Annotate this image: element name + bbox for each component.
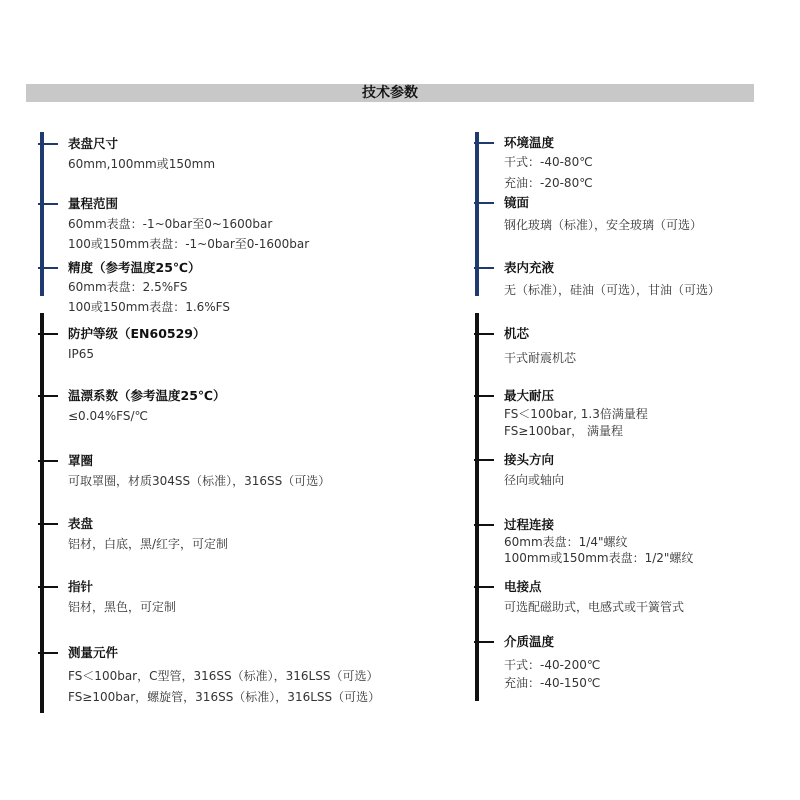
spec-heading: 介质温度 (504, 634, 555, 649)
tick-mark (38, 143, 58, 145)
spec-heading: 温漂系数（参考温度25℃） (68, 388, 226, 403)
spec-value: 60mm表盘：1/4"螺纹 (504, 535, 628, 549)
spec-value: ≤0.04%FS/℃ (68, 409, 149, 423)
tick-mark (38, 586, 58, 588)
spec-heading: 接头方向 (504, 452, 555, 467)
spec-item (68, 325, 206, 364)
spec-item (504, 134, 593, 194)
spec-item (68, 135, 215, 174)
tick-mark (38, 267, 58, 269)
spec-item (68, 387, 226, 426)
tick-mark (474, 395, 494, 397)
tick-mark (474, 202, 494, 204)
spec-value: 充油：-20-80℃ (504, 176, 593, 190)
spec-heading: 精度（参考温度25℃） (68, 260, 201, 275)
spec-item (504, 633, 600, 692)
spec-value: FS≥100bar， 满量程 (504, 424, 623, 438)
section-title: 技术参数 (362, 85, 418, 101)
spec-heading: 测量元件 (68, 645, 119, 660)
spec-item (68, 578, 176, 617)
spec-value: 100或150mm表盘：-1~0bar至0-1600bar (68, 237, 310, 251)
spec-heading: 表盘 (68, 516, 94, 531)
divider-line (40, 132, 44, 296)
spec-value: 60mm表盘：-1~0bar至0~1600bar (68, 217, 273, 231)
spec-item (504, 578, 684, 617)
spec-value: 钢化玻璃（标准），安全玻璃（可选） (504, 218, 703, 232)
spec-value: 干式耐震机芯 (504, 351, 577, 365)
spec-item (68, 644, 380, 708)
divider-line (475, 313, 479, 701)
spec-heading: 过程连接 (504, 517, 555, 532)
spec-heading: 环境温度 (504, 135, 555, 150)
spec-heading: 表盘尺寸 (68, 136, 119, 151)
spec-value: FS＜100bar，C型管，316SS（标准），316LSS（可选） (68, 669, 379, 683)
spec-value: 径向或轴向 (504, 473, 565, 487)
spec-heading: 电接点 (504, 579, 542, 594)
spec-item (68, 195, 309, 254)
spec-heading: 指针 (68, 579, 94, 594)
spec-value: 铝材，白底，黑/红字，可定制 (68, 537, 229, 551)
tick-mark (474, 586, 494, 588)
tick-mark (474, 524, 494, 526)
spec-value: 60mm,100mm或150mm (68, 157, 216, 171)
spec-value: 可选配磁助式，电感式或干簧管式 (504, 600, 685, 614)
spec-item (504, 451, 564, 490)
spec-heading: 镜面 (504, 195, 530, 210)
spec-value: IP65 (68, 347, 95, 361)
tick-mark (474, 142, 494, 144)
tick-mark (38, 333, 58, 335)
spec-value: 干式：-40-80℃ (504, 155, 593, 169)
spec-item (504, 194, 702, 235)
spec-value: FS≥100bar，螺旋管，316SS（标准），316LSS（可选） (68, 690, 381, 704)
tick-mark (38, 523, 58, 525)
spec-value: 60mm表盘：2.5%FS (68, 280, 188, 294)
spec-value: 可取罩圈，材质304SS（标准），316SS（可选） (68, 474, 331, 488)
tick-mark (474, 333, 494, 335)
spec-value: 干式：-40-200℃ (504, 658, 601, 672)
spec-heading: 最大耐压 (504, 388, 555, 403)
spec-value: 铝材，黑色，可定制 (68, 600, 177, 614)
spec-value: 无（标准），硅油（可选），甘油（可选） (504, 283, 721, 297)
spec-value: 充油：-40-150℃ (504, 676, 601, 690)
tick-mark (474, 459, 494, 461)
tick-mark (474, 641, 494, 643)
tick-mark (38, 395, 58, 397)
spec-value: 100或150mm表盘：1.6%FS (68, 300, 230, 314)
spec-item (68, 515, 228, 554)
tick-mark (38, 460, 58, 462)
spec-item (68, 452, 330, 491)
spec-item (504, 516, 693, 566)
spec-heading: 机芯 (504, 326, 530, 341)
tick-mark (38, 652, 58, 654)
spec-heading: 罩圈 (68, 453, 94, 468)
spec-heading: 表内充液 (504, 260, 555, 275)
tick-mark (474, 267, 494, 269)
spec-heading: 量程范围 (68, 196, 119, 211)
spec-value: 100mm或150mm表盘：1/2"螺纹 (504, 551, 694, 565)
spec-item (68, 259, 230, 317)
tick-mark (38, 203, 58, 205)
section-title-bar (26, 84, 754, 102)
spec-heading: 防护等级（EN60529） (68, 326, 206, 341)
spec-item (504, 259, 720, 300)
spec-value: FS＜100bar, 1.3倍满量程 (504, 407, 648, 421)
divider-line (475, 132, 479, 296)
spec-item (504, 325, 576, 368)
spec-item (504, 387, 648, 440)
